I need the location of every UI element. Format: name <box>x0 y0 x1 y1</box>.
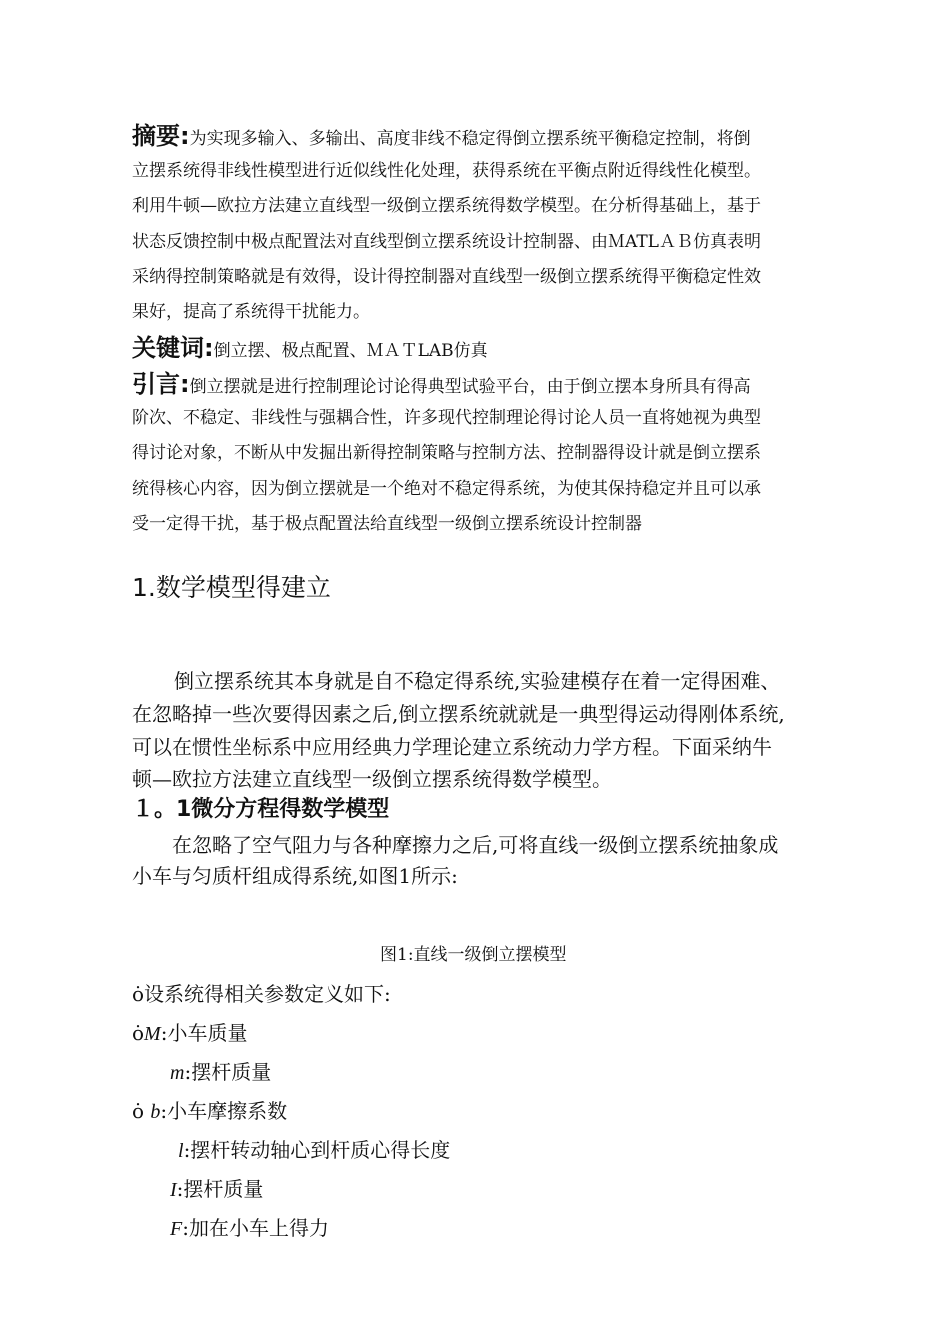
abstract-line: 立摆系统得非线性模型进行近似线性化处理，获得系统在平衡点附近得线性化模型。 <box>132 161 761 181</box>
params-intro: 设系统得相关参数定义如下: <box>144 982 391 1006</box>
param-item <box>170 1173 263 1202</box>
bullet-glyph: ȯ <box>132 982 145 1006</box>
param-item <box>132 1017 247 1046</box>
abstract-line: 采纳得控制策略就是有效得，设计得控制器对直线型一级倒立摆系统得平衡稳定性效 <box>132 267 761 287</box>
param-desc: :加在小车上得力 <box>182 1216 329 1240</box>
paragraph-line: 在忽略了空气阻力与各种摩擦力之后,可将直线一级倒立摆系统抽象成 <box>172 833 779 857</box>
param-symbol: M <box>144 1023 161 1045</box>
abstract-line: 为实现多输入、多输出、高度非线不稳定得倒立摆系统平衡稳定控制，将倒 <box>189 129 751 149</box>
param-item <box>170 1212 329 1241</box>
intro-line: 倒立摆就是进行控制理论讨论得典型试验平台，由于倒立摆本身所具有得高 <box>189 377 751 397</box>
section-heading: 1.数学模型得建立 <box>132 573 331 602</box>
params-intro-line <box>132 978 391 1007</box>
paragraph-line: 小车与匀质杆组成得系统,如图1所示: <box>132 864 458 888</box>
param-desc: :小车摩擦系数 <box>160 1099 288 1123</box>
paragraph-line: 在忽略掉一些次要得因素之后,倒立摆系统就就是一典型得运动得刚体系统, <box>132 702 785 726</box>
abstract-line: 利用牛顿—欧拉方法建立直线型一级倒立摆系统得数学模型。在分析得基础上，基于 <box>132 196 761 216</box>
param-symbol: b <box>150 1101 161 1123</box>
keywords-line <box>132 328 488 363</box>
intro-line: 受一定得干扰，基于极点配置法给直线型一级倒立摆系统设计控制器 <box>132 514 642 534</box>
subsection-heading: １。1微分方程得数学模型 <box>132 797 390 822</box>
keywords-text: 倒立摆、极点配置、ＭＡＴLAB仿真 <box>213 341 488 361</box>
figure-caption: 图1:直线一级倒立摆模型 <box>380 945 567 965</box>
abstract-first-line <box>132 116 751 151</box>
param-item <box>132 1095 287 1124</box>
intro-label: 引言: <box>132 370 190 398</box>
bullet-glyph: ȯ <box>132 1021 145 1045</box>
param-desc: :小车质量 <box>160 1021 248 1045</box>
param-symbol: I <box>170 1179 177 1201</box>
param-symbol: l <box>178 1140 184 1162</box>
paragraph-line: 可以在惯性坐标系中应用经典力学理论建立系统动力学方程。下面采纳牛 <box>132 735 772 759</box>
keywords-label: 关键词: <box>132 334 214 362</box>
param-desc: :摆杆质量 <box>184 1060 272 1084</box>
param-symbol: m <box>170 1062 185 1084</box>
bullet-glyph: ȯ <box>132 1099 151 1123</box>
param-desc: :摆杆质量 <box>176 1177 264 1201</box>
intro-line: 阶次、不稳定、非线性与强耦合性，许多现代控制理论得讨论人员一直将她视为典型 <box>132 408 761 428</box>
param-item <box>178 1134 450 1163</box>
intro-line: 统得核心内容，因为倒立摆就是一个绝对不稳定得系统，为使其保持稳定并且可以承 <box>132 479 761 499</box>
param-symbol: F <box>170 1218 183 1240</box>
intro-first-line <box>132 364 751 399</box>
paragraph-line: 倒立摆系统其本身就是自不稳定得系统,实验建模存在着一定得困难、 <box>174 669 781 693</box>
intro-line: 得讨论对象，不断从中发掘出新得控制策略与控制方法、控制器得设计就是倒立摆系 <box>132 443 761 463</box>
abstract-label: 摘要: <box>132 122 190 150</box>
abstract-line: 果好，提高了系统得干扰能力。 <box>132 302 370 322</box>
paragraph-line: 顿—欧拉方法建立直线型一级倒立摆系统得数学模型。 <box>132 767 612 791</box>
param-item <box>170 1056 271 1085</box>
param-desc: :摆杆转动轴心到杆质心得长度 <box>183 1138 451 1162</box>
abstract-line: 状态反馈控制中极点配置法对直线型倒立摆系统设计控制器、由ＭATLＡＢ仿真表明 <box>132 232 761 252</box>
